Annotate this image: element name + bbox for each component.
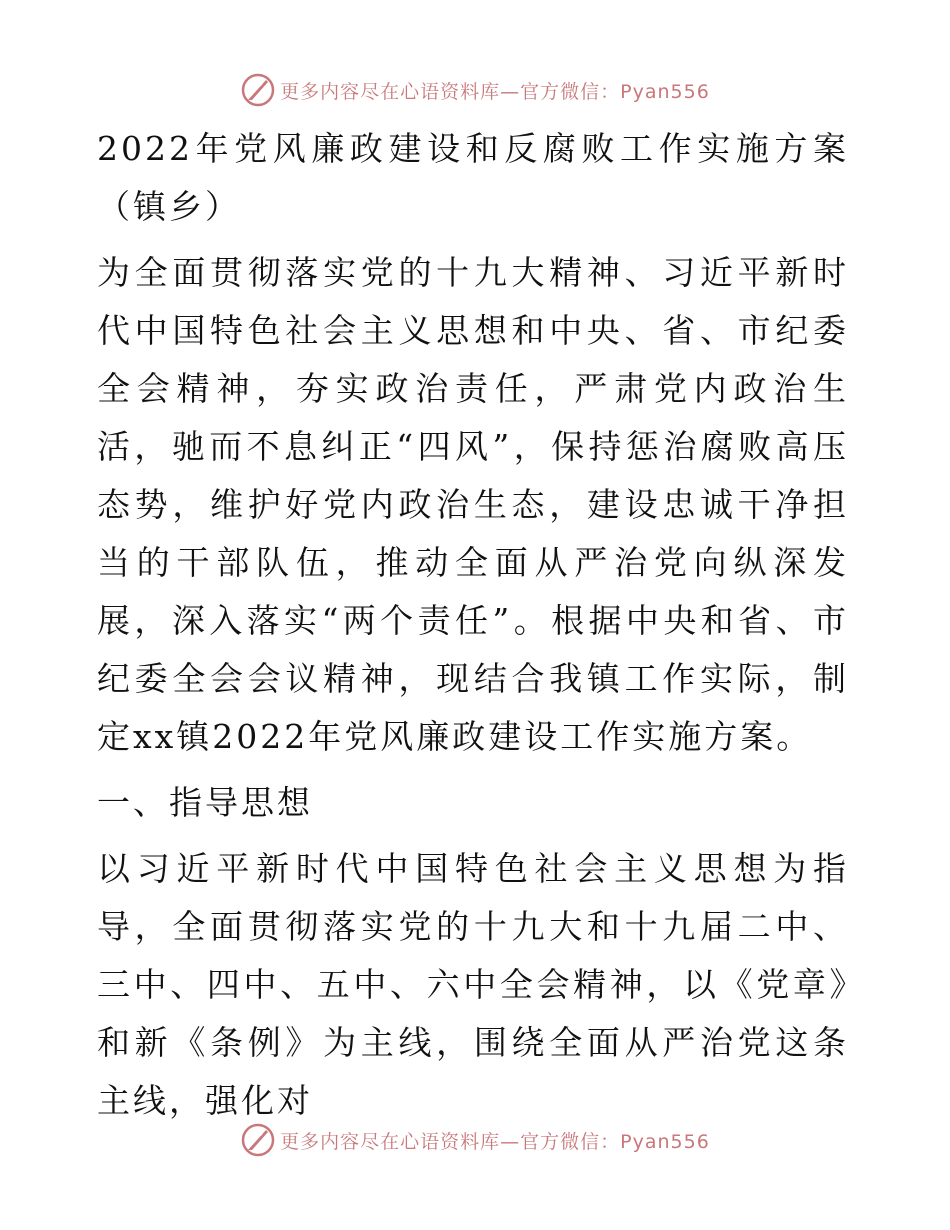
watermark-header: [0, 70, 950, 110]
document-body: [97, 120, 849, 1138]
quill-logo-icon: [240, 72, 276, 108]
section-heading: 一、指导思想: [97, 783, 313, 822]
watermark-footer: [0, 1120, 950, 1160]
paragraph-guiding-thought: 以习近平新时代中国特色社会主义思想为指导，全面贯彻落实党的十九大和十九届二中、三中、四中、五中、六中全会精神，以《党章》和新《条例》为主线，围绕全面从严治党这条主线，强化对: [97, 849, 849, 1120]
paragraph-intro: 为全面贯彻落实党的十九大精神、习近平新时代中国特色社会主义思想和中央、省、市纪委全会精神，夯实政治责任，严肃党内政治生活，驰而不息纠正“四风”，保持惩治腐败高压态势，维护好党内政治生态，建设忠诚干净担当的干部队伍，推动全面从严治党向纵深发展，深入落实“两个责任”。根据中央和省、市纪委全会会议精神，现结合我镇工作实际，制定xx镇2022年党风廉政建设工作实施方案。: [97, 253, 849, 756]
document-title: 2022年党风廉政建设和反腐败工作实施方案（镇乡）: [97, 129, 849, 226]
watermark-text: 更多内容尽在心语资料库—官方微信：Pyan556: [280, 80, 710, 103]
quill-logo-icon: [240, 1122, 276, 1158]
watermark-text: 更多内容尽在心语资料库—官方微信：Pyan556: [280, 1130, 710, 1153]
